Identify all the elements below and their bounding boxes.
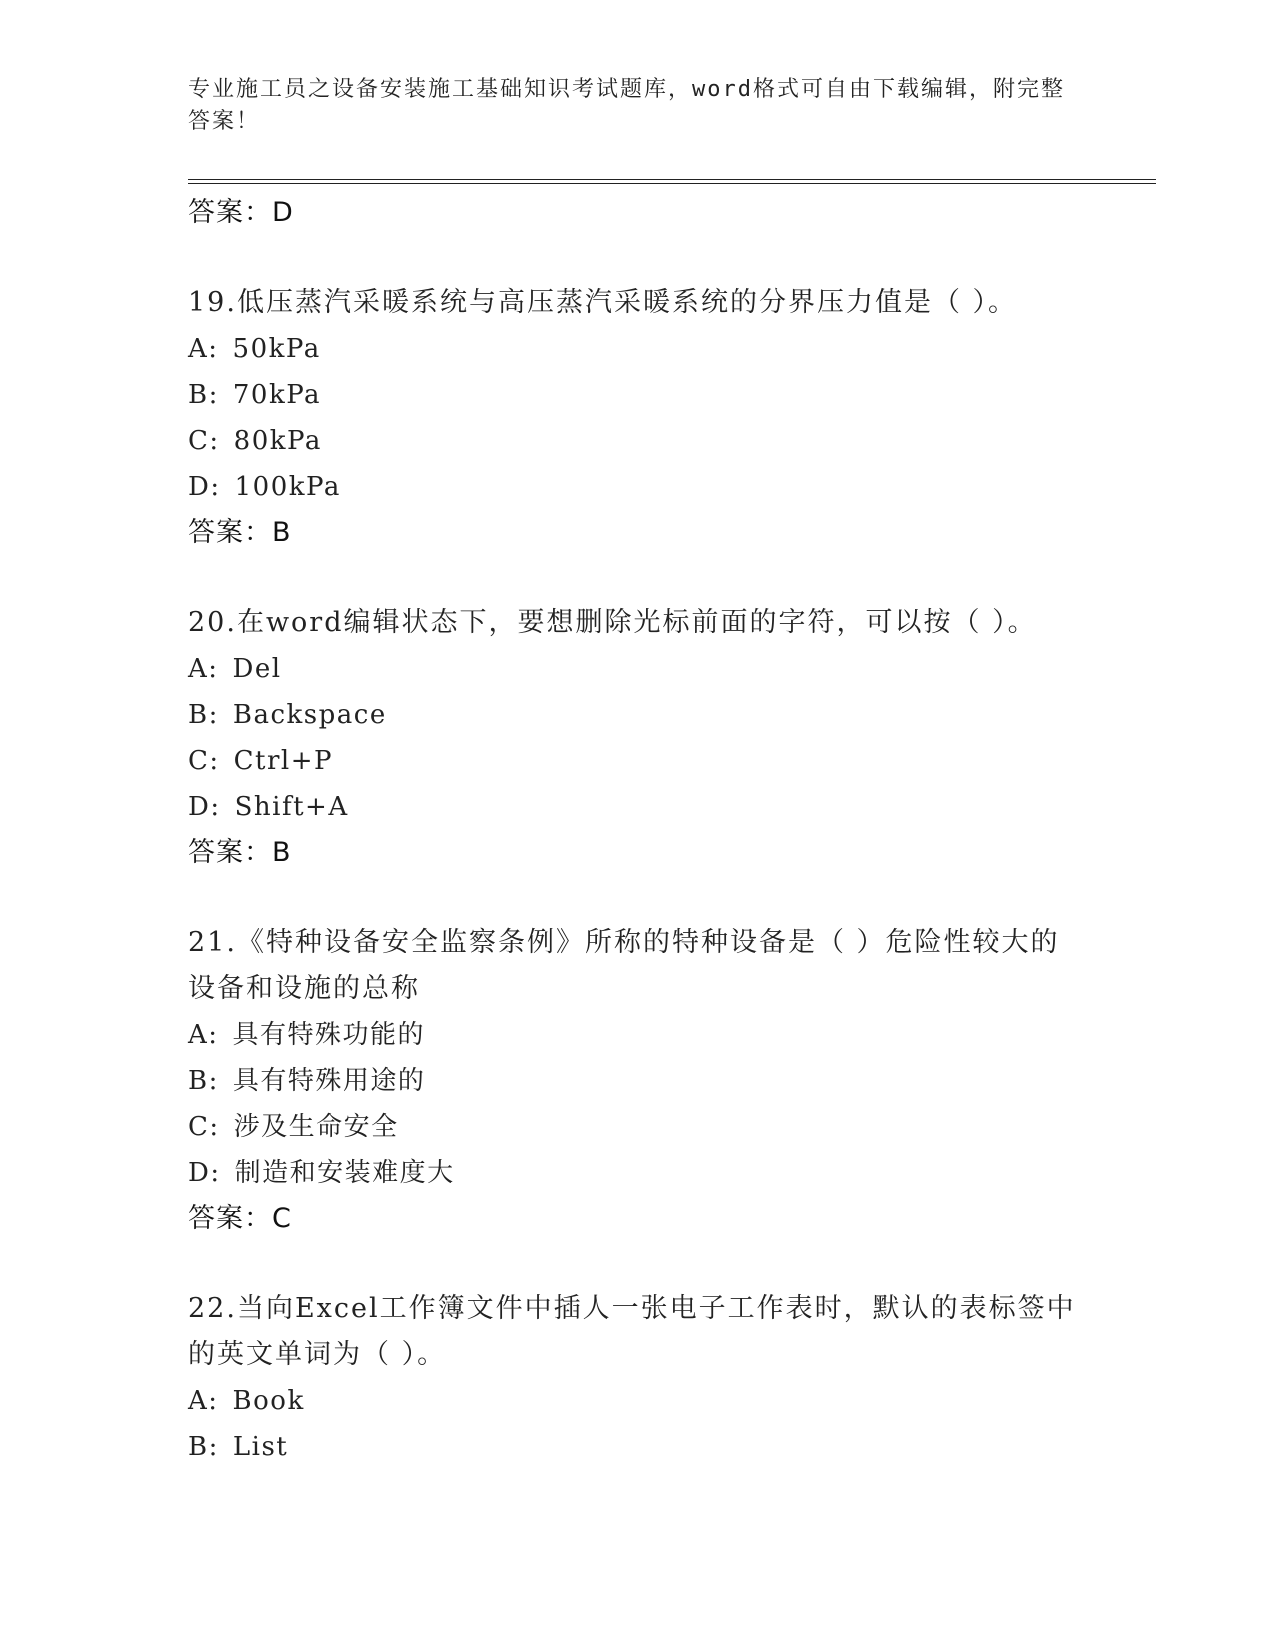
answer-line: 答案：B: [188, 517, 292, 548]
answer-line: 答案：D: [188, 197, 294, 228]
answer-line: 答案：B: [188, 837, 292, 868]
option-item: [188, 692, 1088, 738]
option-text: 制造和安装难度大: [234, 1158, 455, 1188]
option-key: D:: [188, 792, 221, 822]
option-text: Del: [232, 654, 282, 684]
option-item: [188, 1104, 1088, 1150]
option-text: 80kPa: [233, 426, 322, 456]
option-text: 涉及生命安全: [233, 1112, 399, 1142]
answer-line: 答案：C: [188, 1203, 292, 1234]
option-key: A:: [188, 654, 219, 684]
spacer: [188, 236, 1088, 280]
option-text: List: [232, 1432, 289, 1462]
option-key: D:: [188, 472, 221, 502]
document-header: 专业施工员之设备安装施工基础知识考试题库，word格式可自由下载编辑，附完整答案！: [188, 77, 1065, 134]
option-text: Shift+A: [234, 792, 349, 822]
option-text: 70kPa: [232, 380, 322, 410]
header-divider-bottom: [188, 183, 1156, 184]
option-key: A:: [188, 334, 219, 364]
question-block: [188, 600, 1088, 876]
question-title: 22.当向Excel工作簿文件中插人一张电子工作表时，默认的表标签中的英文单词为（ ）。: [188, 1293, 1076, 1370]
option-key: B:: [188, 1066, 219, 1096]
option-item: [188, 1424, 1088, 1470]
option-text: Book: [232, 1386, 305, 1416]
question-block: [188, 1286, 1088, 1470]
option-item: [188, 738, 1088, 784]
option-item: [188, 1150, 1088, 1196]
option-key: C:: [188, 746, 220, 776]
question-title: 19.低压蒸汽采暖系统与高压蒸汽采暖系统的分界压力值是（ ）。: [188, 287, 1018, 318]
header-divider-top: [188, 179, 1156, 180]
option-item: [188, 326, 1088, 372]
question-block: [188, 920, 1088, 1242]
option-text: Ctrl+P: [233, 746, 334, 776]
option-item: [188, 1378, 1088, 1424]
question-title: 20.在word编辑状态下，要想删除光标前面的字符，可以按（ ）。: [188, 607, 1037, 638]
option-text: 具有特殊用途的: [232, 1066, 426, 1096]
option-key: A:: [188, 1386, 219, 1416]
document-content: [188, 190, 1088, 1470]
option-item: [188, 1058, 1088, 1104]
spacer: [188, 556, 1088, 600]
option-item: [188, 372, 1088, 418]
option-item: [188, 1012, 1088, 1058]
option-key: C:: [188, 426, 220, 456]
spacer: [188, 876, 1088, 920]
option-text: 具有特殊功能的: [232, 1020, 426, 1050]
option-text: Backspace: [232, 700, 387, 730]
option-item: [188, 646, 1088, 692]
option-key: B:: [188, 1432, 219, 1462]
option-key: B:: [188, 700, 219, 730]
spacer: [188, 1242, 1088, 1286]
option-key: A:: [188, 1020, 219, 1050]
option-item: [188, 418, 1088, 464]
option-text: 50kPa: [232, 334, 321, 364]
option-key: D:: [188, 1158, 221, 1188]
question-title: 21.《特种设备安全监察条例》所称的特种设备是（ ）危险性较大的设备和设施的总称: [188, 927, 1060, 1004]
question-block: [188, 280, 1088, 556]
option-key: C:: [188, 1112, 220, 1142]
option-text: 100kPa: [234, 472, 341, 502]
option-key: B:: [188, 380, 219, 410]
option-item: [188, 464, 1088, 510]
option-item: [188, 784, 1088, 830]
